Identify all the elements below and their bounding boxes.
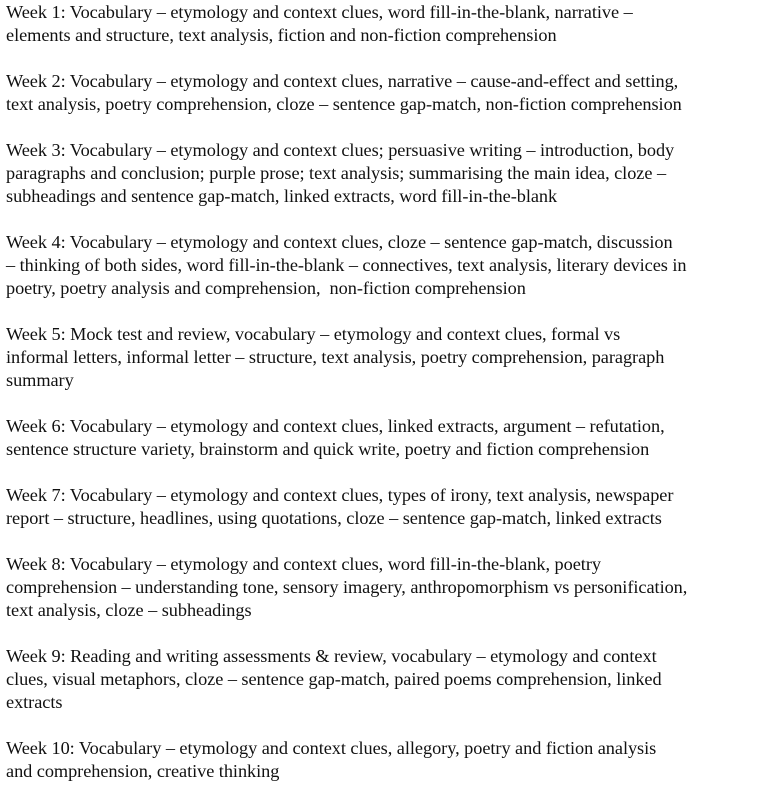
week-5-line-3: summary xyxy=(6,370,74,390)
week-4-line-3: poetry, poetry analysis and comprehension, non-fiction comprehension xyxy=(6,278,526,298)
week-6-line-1: Week 6: Vocabulary – etymology and context clues, linked extracts, argument – refutation, xyxy=(6,416,665,436)
week-3-line-1: Week 3: Vocabulary – etymology and context clues; persuasive writing – introduction, body xyxy=(6,140,675,160)
week-4-paragraph xyxy=(6,231,772,300)
week-5-line-2: informal letters, informal letter – structure, text analysis, poetry comprehension, paragraph xyxy=(6,347,665,367)
week-7-paragraph xyxy=(6,484,772,530)
week-9-line-2: clues, visual metaphors, cloze – sentence gap-match, paired poems comprehension, linked xyxy=(6,669,662,689)
week-2-line-1: Week 2: Vocabulary – etymology and context clues, narrative – cause-and-effect and setting, xyxy=(6,71,679,91)
week-1-paragraph xyxy=(6,1,772,47)
week-9-line-1: Week 9: Reading and writing assessments & review, vocabulary – etymology and context xyxy=(6,646,657,666)
week-2-line-2: text analysis, poetry comprehension, cloze – sentence gap-match, non-fiction comprehension xyxy=(6,94,682,114)
week-9-paragraph xyxy=(6,645,772,714)
week-3-line-2: paragraphs and conclusion; purple prose; text analysis; summarising the main idea, cloze – xyxy=(6,163,667,183)
week-1-line-1: Week 1: Vocabulary – etymology and context clues, word fill-in-the-blank, narrative – xyxy=(6,2,633,22)
week-1-line-2: elements and structure, text analysis, fiction and non-fiction comprehension xyxy=(6,25,557,45)
week-3-paragraph xyxy=(6,139,772,208)
week-6-line-2: sentence structure variety, brainstorm and quick write, poetry and fiction comprehension xyxy=(6,439,650,459)
week-8-line-3: text analysis, cloze – subheadings xyxy=(6,600,252,620)
week-9-line-3: extracts xyxy=(6,692,63,712)
week-2-paragraph xyxy=(6,70,772,116)
week-10-line-2: and comprehension, creative thinking xyxy=(6,761,280,781)
week-8-paragraph xyxy=(6,553,772,622)
week-7-line-2: report – structure, headlines, using quotations, cloze – sentence gap-match, linked extracts xyxy=(6,508,662,528)
week-5-line-1: Week 5: Mock test and review, vocabulary – etymology and context clues, formal vs xyxy=(6,324,621,344)
week-4-line-1: Week 4: Vocabulary – etymology and context clues, cloze – sentence gap-match, discussion xyxy=(6,232,673,252)
week-10-paragraph xyxy=(6,737,772,783)
week-6-paragraph xyxy=(6,415,772,461)
week-5-paragraph xyxy=(6,323,772,392)
week-7-line-1: Week 7: Vocabulary – etymology and context clues, types of irony, text analysis, newspaper xyxy=(6,485,674,505)
week-4-line-2: – thinking of both sides, word fill-in-the-blank – connectives, text analysis, literary devices in xyxy=(6,255,687,275)
week-8-line-2: comprehension – understanding tone, sensory imagery, anthropomorphism vs personification, xyxy=(6,577,688,597)
week-8-line-1: Week 8: Vocabulary – etymology and context clues, word fill-in-the-blank, poetry xyxy=(6,554,601,574)
week-3-line-3: subheadings and sentence gap-match, linked extracts, word fill-in-the-blank xyxy=(6,186,558,206)
week-10-line-1: Week 10: Vocabulary – etymology and context clues, allegory, poetry and fiction analysis xyxy=(6,738,657,758)
